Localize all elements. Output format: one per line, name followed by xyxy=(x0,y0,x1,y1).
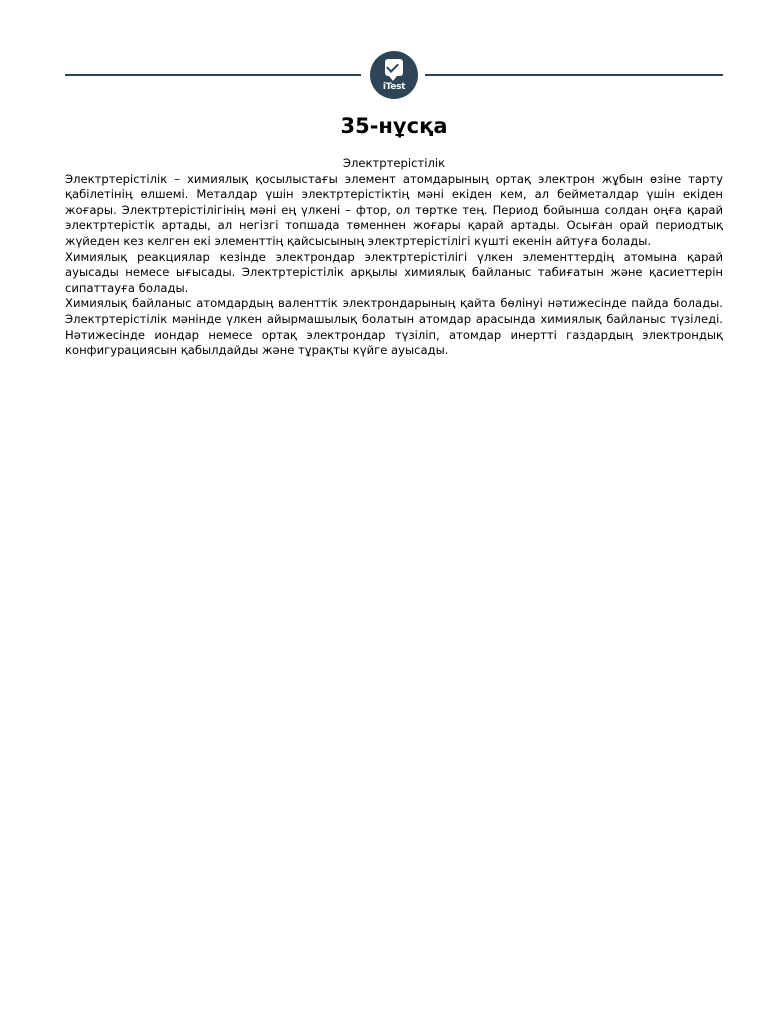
itest-logo xyxy=(370,51,418,99)
document-title: 35-нұсқа xyxy=(340,114,448,138)
logo-text: iTest xyxy=(382,82,406,92)
paragraph-1: Электртерістілік – химиялық қосылыстағы элемент атомдарының ортақ электрон жұбын өзіне тарту қабілетінің өлшемі. Металдар үшін электртерістіктің мәні екіден кем, ал бейметалдар үшін екіден жоғары. Электртерістілігінің мәні ең үлкені – фтор, ол төртке тең. Период бойынша солдан оңға қарай электртерістік артады, ал негізгі топшада төменнен жоғары қарай артады. Осыған орай периодтық жүйеден кез келген екі элементтің қайсысының электртерістілігі күшті екенін айтуға болады. xyxy=(65,171,723,248)
header-divider-left xyxy=(65,74,361,76)
header-divider-right xyxy=(425,74,723,76)
document-subtitle: Электртерістілік xyxy=(342,156,446,170)
document-body xyxy=(65,156,723,359)
paragraph-3: Химиялық байланыс атомдардың валенттік электрондарының қайта бөлінуі нәтижесінде пайда болады. Электртерістілік мәнінде үлкен айырмашылық болатын атомдар арасында химиялық байланыс түзіледі. Нәтижесінде иондар немесе ортақ электрондар түзіліп, атомдар инертті газдардың электрондық конфигурациясын қабылдайды және тұрақты күйге ауысады. xyxy=(65,296,723,358)
page-header xyxy=(65,50,723,100)
paragraph-2: Химиялық реакциялар кезінде электрондар электртерістілігі үлкен элементтердің атомына қарай ауысады немесе ығысады. Электртерістілік арқылы химиялық байланыс табиғатын және қасиеттерін сипаттауға болады. xyxy=(65,249,723,295)
